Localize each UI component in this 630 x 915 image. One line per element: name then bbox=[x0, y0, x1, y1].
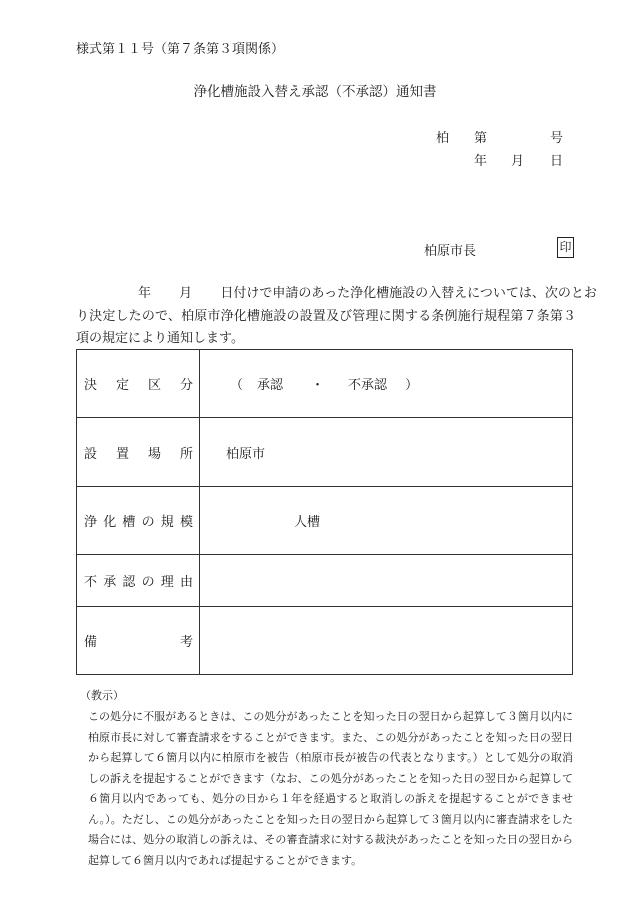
body-line1: 日付けで申請のあった浄化槽施設の入替えについては、次のとお bbox=[220, 286, 597, 301]
label-scale-char: 浄 bbox=[84, 515, 98, 530]
decision-options bbox=[200, 374, 572, 393]
form-number: 様式第１１号（第７条第３項関係） bbox=[76, 42, 285, 57]
row-scale bbox=[77, 487, 573, 555]
label-remarks-char: 備 bbox=[84, 635, 98, 650]
label-decision bbox=[77, 374, 199, 393]
scale-unit: 人槽 bbox=[294, 515, 321, 530]
label-scale-char: 模 bbox=[179, 515, 193, 530]
row-remarks bbox=[77, 607, 573, 675]
label-location-char: 場 bbox=[147, 446, 161, 462]
decision-approve: 承認 bbox=[257, 378, 284, 393]
seal-mark: 印 bbox=[557, 237, 574, 258]
label-reason-char: 理 bbox=[160, 575, 174, 590]
location-value: 柏原市 bbox=[226, 446, 266, 462]
label-scale-char: 規 bbox=[160, 515, 174, 530]
label-reason bbox=[77, 571, 199, 590]
label-scale bbox=[77, 511, 199, 530]
label-reason-char: 認 bbox=[122, 575, 136, 590]
row-location bbox=[77, 418, 573, 487]
label-location bbox=[77, 443, 199, 462]
label-location-char: 所 bbox=[179, 446, 193, 462]
label-decision-char: 分 bbox=[179, 378, 193, 393]
body-month: 月 bbox=[179, 286, 193, 301]
label-remarks-char: 考 bbox=[179, 635, 193, 650]
label-reason-char: 承 bbox=[103, 575, 117, 590]
label-decision-char: 定 bbox=[115, 378, 129, 393]
reference-prefix: 柏 bbox=[436, 131, 450, 146]
date-day: 日 bbox=[550, 154, 564, 169]
decision-table bbox=[76, 349, 573, 675]
label-decision-char: 区 bbox=[147, 378, 161, 393]
label-reason-char: の bbox=[141, 575, 155, 590]
decision-reject: 不承認 bbox=[348, 378, 388, 393]
label-decision-char: 決 bbox=[84, 378, 98, 393]
notes-body bbox=[76, 707, 573, 871]
row-decision bbox=[77, 350, 573, 418]
label-remarks bbox=[77, 631, 199, 650]
reference-go: 号 bbox=[550, 131, 564, 146]
body-rest: り決定したので、柏原市浄化槽施設の設置及び管理に関する条例施行規程第７条第３項の規定により通知します。 bbox=[76, 308, 576, 346]
label-scale-char: の bbox=[141, 515, 155, 530]
page-title: 浄化槽施設入替え承認（不承認）通知書 bbox=[193, 84, 437, 100]
decision-dot: ・ bbox=[311, 378, 325, 393]
reference-dai: 第 bbox=[474, 131, 488, 146]
date-year: 年 bbox=[474, 154, 488, 169]
notes-heading: （教示） bbox=[80, 689, 124, 702]
label-scale-char: 化 bbox=[103, 515, 117, 530]
decision-open: （ bbox=[230, 378, 244, 393]
label-location-char: 設 bbox=[84, 446, 98, 462]
decision-close: ） bbox=[405, 378, 419, 393]
label-reason-char: 由 bbox=[179, 575, 193, 590]
body-year: 年 bbox=[138, 286, 152, 301]
notice-body bbox=[76, 283, 597, 351]
label-reason-char: 不 bbox=[84, 575, 98, 590]
notes-text: この処分に不服があるときは、この処分があったことを知った日の翌日から起算して３箇月以内に柏原市長に対して審査請求をすることができます。また、この処分があったことを知った日の翌日から起算して６箇月以内に柏原市を被告（柏原市長が被告の代表となります。）として処分の取消しの訴えを提起することができます（なお、この処分があったことを知った日の翌日から起算して６箇月以内であっても、処分の日から１年を経過すると取消しの訴えを提起することができません。）。ただし、この処分があったことを知った日の翌日から起算して３箇月以内に審査請求をした場合には、処分の取消しの訴えは、その審査請求に対する裁決があったことを知った日の翌日から起算して６箇月以内であれば提起することができます。 bbox=[88, 710, 573, 867]
label-location-char: 置 bbox=[115, 446, 129, 462]
issuer-name: 柏原市長 bbox=[424, 244, 477, 259]
row-reason bbox=[77, 555, 573, 607]
date-month: 月 bbox=[511, 154, 525, 169]
label-scale-char: 槽 bbox=[122, 515, 136, 530]
